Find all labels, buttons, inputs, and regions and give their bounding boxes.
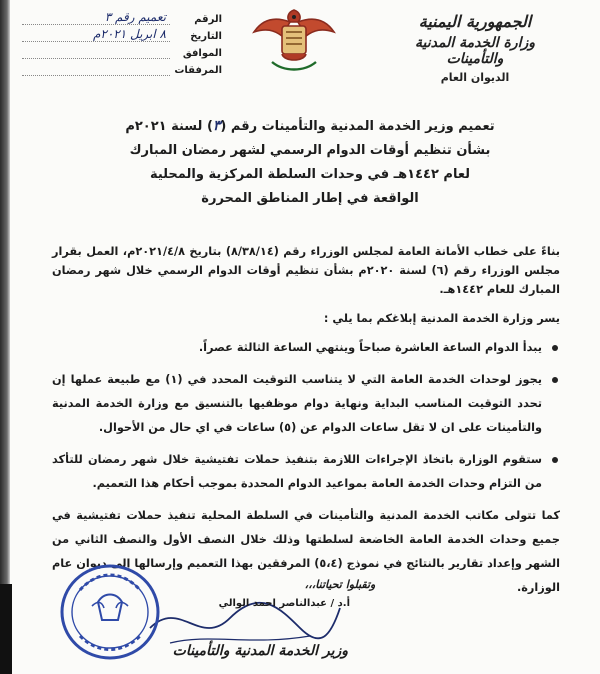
field-corresponding — [22, 42, 222, 59]
list-item — [52, 448, 560, 496]
bullet-icon — [552, 345, 558, 351]
signatory-title: وزير الخدمة المدنية والتأمينات — [172, 643, 348, 659]
title-suffix: ) لسنة ٢٠٢١م — [125, 119, 213, 134]
bullet-icon — [552, 457, 558, 463]
field-value: ٨ ابريل ٢٠٢١م — [22, 27, 170, 42]
inspection-paragraph: كما تتولى مكاتب الخدمة المدنية والتأمينات في السلطة المحلية تنفيذ حملات تفتيشية في جميع وحدات الخدمة العامة الخاضعة لسلطتها وذلك خلال النصف الأول والنصف الثاني من الشهر وإعداد تقارير بالنتائج في نموذج (٥،٤) المرفقين بهذا التعميم وإرسالها إلى ديوان عام الوزارة. — [52, 509, 560, 594]
title-prefix: تعميم وزير الخدمة المدنية والتأمينات رقم ( — [220, 119, 495, 134]
letterhead — [390, 12, 560, 84]
list-item-text: يجوز لوحدات الخدمة العامة التي لا يتناسب التوقيت المحدد في (١) مع طبيعة عملها إن تحدد التوقيت المناسب البداية ونهاية دوام موظفيها بالتنسيق مع وزارة الخدمة المدنية والتأمينات على ان لا تقل ساعات الدوام عن (٥) ساعات في اي حال من الأحوال. — [52, 373, 542, 434]
field-label: الرقم — [194, 14, 222, 25]
list-item — [52, 336, 560, 360]
title-line-2: بشأن تنظيم أوقات الدوام الرسمي لشهر رمضان المبارك — [129, 143, 491, 158]
title-line-3: لعام ١٤٤٢هـ في وحدات السلطة المركزية والمحلية — [149, 167, 471, 182]
field-value — [22, 44, 170, 59]
field-number — [22, 8, 222, 25]
signatory-name: أ.د / عبدالناصر احمد الوالي — [218, 598, 350, 609]
scan-edge — [0, 0, 10, 674]
office-name: الديوان العام — [440, 71, 510, 84]
bullet-list — [52, 336, 560, 496]
closing-salutation: وتقبلوا تحياتنا،،، — [304, 578, 376, 591]
field-value — [22, 61, 170, 76]
field-attachments — [22, 59, 222, 76]
document-body — [52, 242, 560, 600]
title-line-1 — [110, 118, 510, 134]
lead-line: يسر وزارة الخدمة المدنية إبلاغكم بما يلي : — [323, 312, 560, 325]
list-item-text: ستقوم الوزارة باتخاذ الإجراءات اللازمة بتنفيذ حملات تفتيشية خلال شهر رمضان للتأكد من التزام وحدات الخدمة العامة بمواعيد الدوام المحددة بموجب أحكام هذا التعميم. — [52, 453, 542, 490]
ministry-name: وزارة الخدمة المدنية والتأمينات — [414, 35, 536, 67]
field-label: الموافق — [182, 48, 222, 59]
intro-paragraph: بناءً على خطاب الأمانة العامة لمجلس الوزراء رقم (٨/٣٨/١٤) بتاريخ ٢٠٢١/٤/٨م، العمل بقرار مجلس الوزراء رقم (٦) لسنة ٢٠٢٠م بشأن تنظيم أوقات الدوام الرسمي خلال شهر رمضان المبارك للعام ١٤٤٢هـ. — [52, 245, 560, 296]
scan-corner — [0, 584, 12, 674]
list-item — [52, 368, 560, 440]
title-line-4: الواقعة في إطار المناطق المحررة — [201, 191, 419, 206]
official-stamp-icon — [58, 562, 162, 662]
field-label: التاريخ — [190, 31, 222, 42]
field-value: تعميم رقم ٣ — [22, 10, 170, 25]
field-label: المرفقات — [174, 65, 222, 76]
republic-name: الجمهورية اليمنية — [418, 12, 532, 31]
document-title — [110, 118, 510, 215]
list-item-text: يبدأ الدوام الساعة العاشرة صباحاً وينتهي الساعة الثالثة عصراً. — [198, 341, 542, 354]
reference-fields — [22, 8, 222, 76]
bullet-icon — [552, 377, 558, 383]
field-date — [22, 25, 222, 42]
eagle-emblem-icon — [244, 2, 344, 82]
circular-number: ٣ — [212, 118, 221, 134]
